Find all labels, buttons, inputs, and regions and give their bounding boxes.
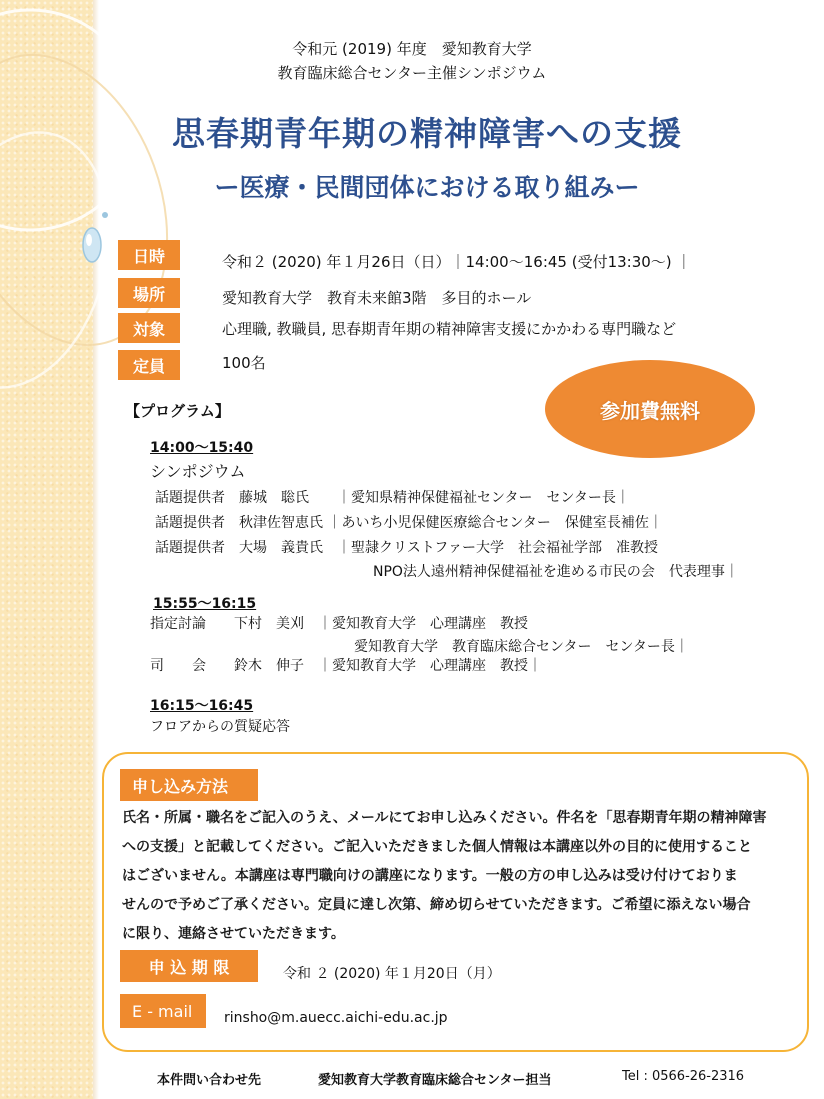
speaker-line: 話題提供者 大場 義貴氏 ｜聖隷クリストファー大学 社会福祉学部 准教授 (155, 540, 659, 556)
discussant-line-continued: 愛知教育大学 教育臨床総合センター センター長｜ (354, 639, 689, 655)
instruction-line: への支援」と記載してください。ご記入いただきました個人情報は本講座以外の目的に使用すること (122, 839, 752, 855)
deadline-label: 申 込 期 限 (120, 950, 258, 982)
page-title: 思春期青年期の精神障害への支援 (172, 114, 682, 153)
date-value: 令和２ (2020) 年１月26日（日）｜14:00〜16:45 (受付13:30〜) ｜ (222, 253, 692, 271)
instruction-line: 氏名・所属・職名をご記入のうえ、メールにてお申し込みください。件名を「思春期青年期の精神障害 (122, 810, 767, 826)
application-method-label: 申し込み方法 (120, 769, 258, 801)
email-address[interactable]: rinsho@m.auecc.aichi-edu.ac.jp (224, 1010, 448, 1026)
organizer-subline: 教育臨床総合センター主催シンポジウム (277, 64, 547, 82)
email-label: E - mail (120, 994, 206, 1028)
moderator-line: 司 会 鈴木 伸子 ｜愛知教育大学 心理講座 教授｜ (150, 658, 542, 674)
program-heading: 【プログラム】 (125, 402, 230, 420)
audience-label: 対象 (118, 313, 180, 343)
instruction-line: はございません。本講座は専門職向けの講座になります。一般の方の申し込みは受け付けておりま (122, 868, 738, 884)
deadline-value: 令和 ２ (2020) 年１月20日（月） (283, 966, 501, 982)
audience-value: 心理職, 教職員, 思春期青年期の精神障害支援にかかわる専門職など (222, 320, 677, 338)
instruction-line: せんので予めご了承ください。定員に達し次第、締め切らせていただきます。ご希望に添えない場合 (122, 897, 751, 913)
session-time: 15:55〜16:15 (153, 596, 257, 612)
session-time: 16:15〜16:45 (150, 698, 254, 714)
organizer-line: 令和元 (2019) 年度 愛知教育大学 (292, 40, 532, 58)
speaker-line: 話題提供者 藤城 聡氏 ｜愛知県精神保健福祉センター センター長｜ (155, 490, 630, 506)
venue-value: 愛知教育大学 教育未来館3階 多目的ホール (222, 289, 532, 307)
free-admission-badge: 参加費無料 (545, 360, 755, 458)
capacity-label: 定員 (118, 350, 180, 380)
speaker-line-continued: NPO法人遠州精神保健福祉を進める市民の会 代表理事｜ (373, 564, 739, 580)
qa-line: フロアからの質疑応答 (150, 719, 290, 735)
page-subtitle: ー医療・民間団体における取り組みー (214, 173, 640, 202)
speaker-line: 話題提供者 秋津佐智恵氏 ｜あいち小児保健医療総合センター 保健室長補佐｜ (155, 515, 663, 531)
application-instructions (122, 804, 792, 949)
instruction-line: に限り、連絡させていただきます。 (122, 926, 345, 942)
date-label: 日時 (118, 240, 180, 270)
contact-label: 本件問い合わせ先 (157, 1073, 262, 1088)
session-title: シンポジウム (150, 462, 246, 481)
venue-label: 場所 (118, 278, 180, 308)
contact-organization: 愛知教育大学教育臨床総合センター担当 (318, 1073, 552, 1088)
capacity-value: 100名 (222, 354, 266, 372)
discussant-line: 指定討論 下村 美刈 ｜愛知教育大学 心理講座 教授 (150, 616, 528, 632)
contact-phone: Tel : 0566-26-2316 (622, 1069, 745, 1084)
session-time: 14:00〜15:40 (150, 440, 254, 456)
